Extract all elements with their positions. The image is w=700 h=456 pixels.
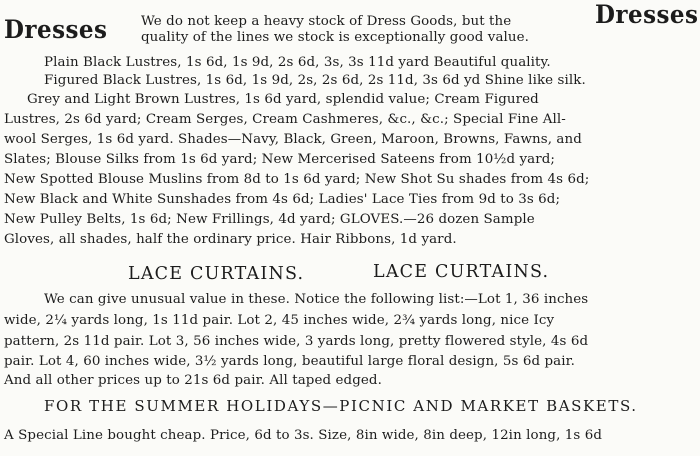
heading-dresses-right: Dresses — [594, 0, 698, 29]
lace-curtains-heading-2: LACE CURTAINS. — [373, 262, 550, 282]
dresses-line-12: Gloves, all shades, half the ordinary price. Hair Ribbons, 1d yard. — [4, 232, 457, 247]
lace-line-1: We can give unusual value in these. Notice the following list:—Lot 1, 36 inches — [44, 292, 589, 307]
dresses-line-4: Figured Black Lustres, 1s 6d, 1s 9d, 2s, 2s 6d, 2s 11d, 3s 6d yd Shine like silk. — [44, 73, 586, 88]
dresses-intro-line-1: We do not keep a heavy stock of Dress Goods, but the — [141, 14, 512, 29]
dresses-line-10: New Black and White Sunshades from 4s 6d; Ladies' Lace Ties from 9d to 3s 6d; — [4, 192, 561, 207]
dresses-line-6: Lustres, 2s 6d yard; Cream Serges, Cream Cashmeres, &c., &c.; Special Fine All- — [4, 112, 566, 127]
lace-curtains-heading: LACE CURTAINS. — [128, 264, 305, 284]
lace-line-5: And all other prices up to 21s 6d pair. All taped edged. — [4, 373, 382, 388]
dresses-line-3: Plain Black Lustres, 1s 6d, 1s 9d, 2s 6d, 3s, 3s 11d yard Beautiful quality. — [44, 55, 551, 70]
dresses-line-5: Grey and Light Brown Lustres, 1s 6d yard, splendid value; Cream Figured — [27, 92, 539, 107]
lace-line-2: wide, 2¼ yards long, 1s 11d pair. Lot 2, 45 inches wide, 2¾ yards long, nice Icy — [4, 313, 555, 328]
dresses-line-9: New Spotted Blouse Muslins from 8d to 1s 6d yard; New Shot Su shades from 4s 6d; — [4, 172, 590, 187]
summer-line: A Special Line bought cheap. Price, 6d to 3s. Size, 8in wide, 8in deep, 12in long, 1s 6d — [4, 428, 603, 443]
dresses-line-7: wool Serges, 1s 6d yard. Shades—Navy, Black, Green, Maroon, Browns, Fawns, and — [4, 132, 582, 147]
lace-line-4: pair. Lot 4, 60 inches wide, 3½ yards long, beautiful large floral design, 5s 6d pair. — [4, 354, 576, 369]
summer-holidays-heading: FOR THE SUMMER HOLIDAYS—PICNIC AND MARKET BASKETS. — [44, 397, 638, 415]
dresses-line-8: Slates; Blouse Silks from 1s 6d yard; New Mercerised Sateens from 10½d yard; — [4, 152, 556, 167]
heading-dresses-left: Dresses — [4, 15, 108, 44]
dresses-line-11: New Pulley Belts, 1s 6d; New Frillings, 4d yard; GLOVES.—26 dozen Sample — [4, 212, 535, 227]
dresses-intro-line-2: quality of the lines we stock is exceptionally good value. — [141, 30, 530, 45]
lace-line-3: pattern, 2s 11d pair. Lot 3, 56 inches wide, 3 yards long, pretty flowered style, 4s 6d — [4, 334, 589, 349]
